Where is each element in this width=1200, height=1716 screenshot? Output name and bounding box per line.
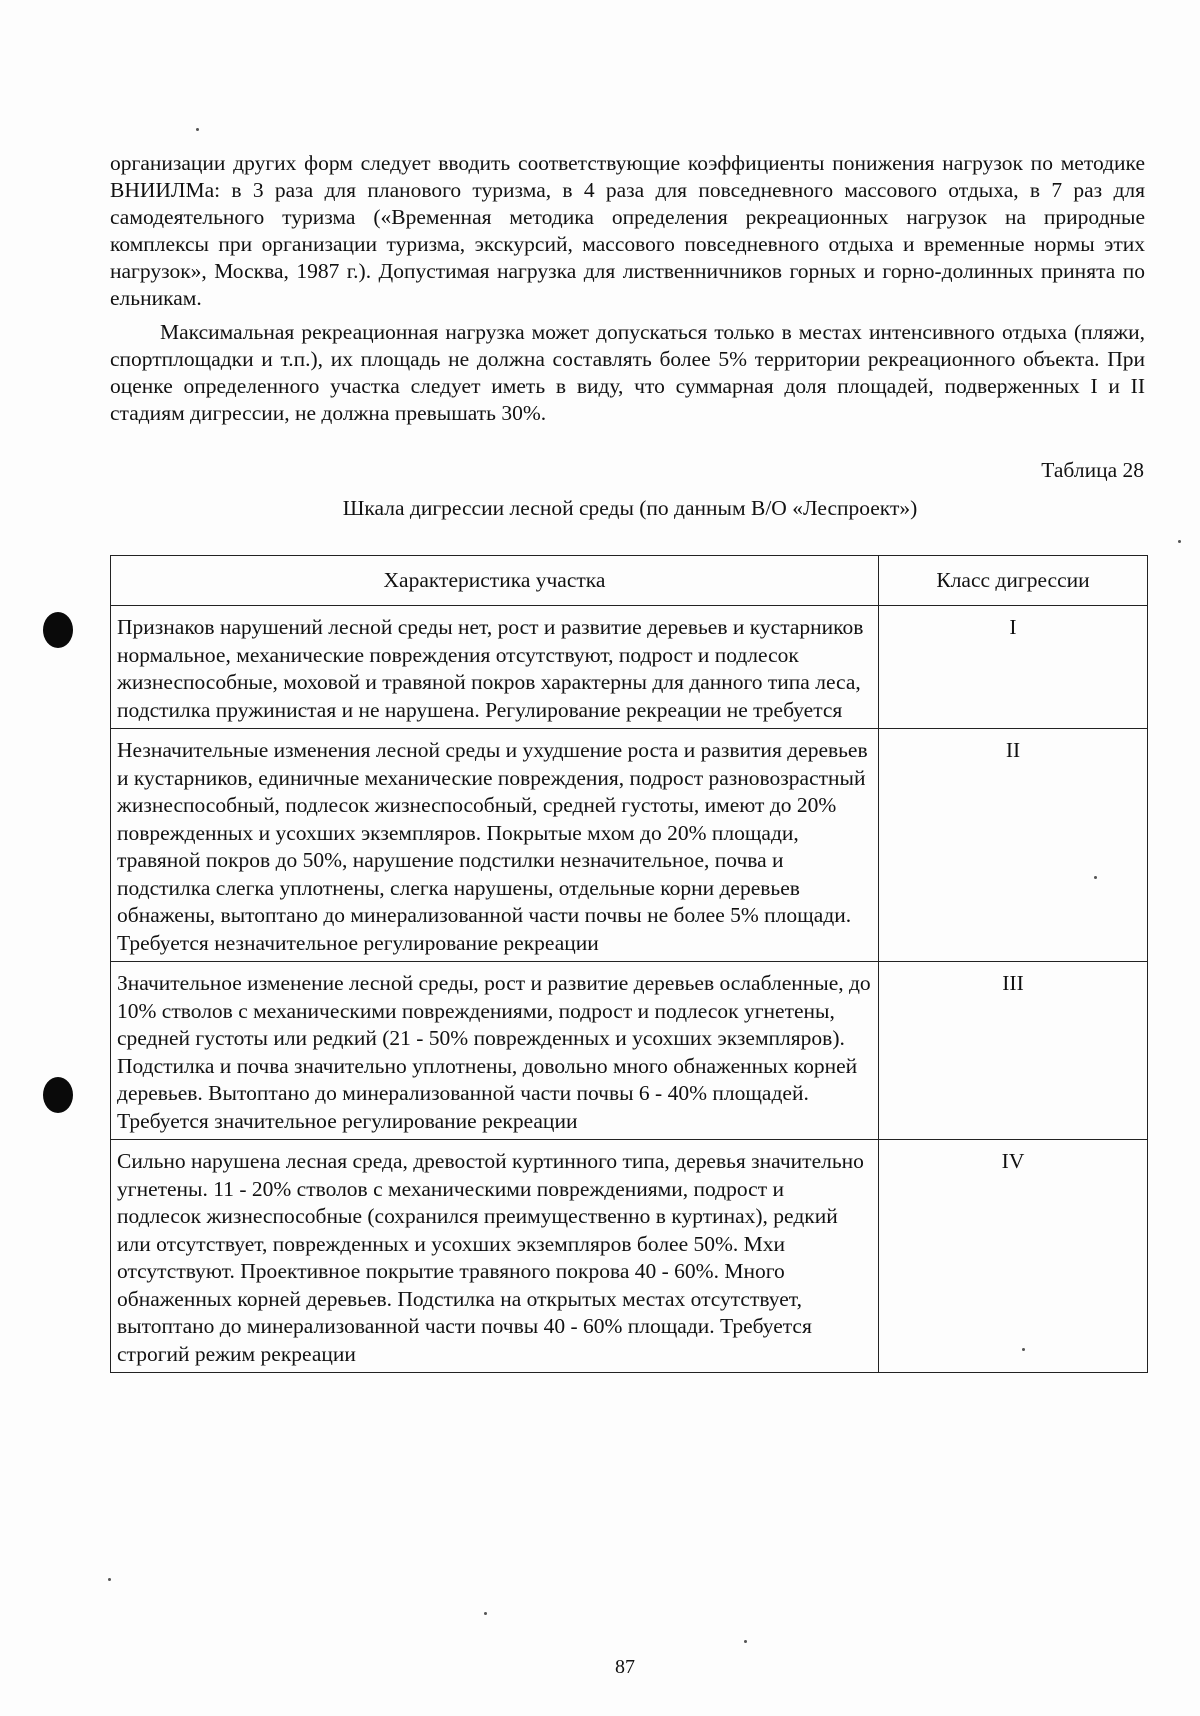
- scan-speck: [744, 1640, 747, 1643]
- scan-speck: [196, 128, 199, 131]
- binder-hole: [43, 612, 73, 648]
- scan-speck: [108, 1578, 111, 1581]
- table-title: Шкала дигрессии лесной среды (по данным В/О «Леспроект»): [342, 496, 918, 520]
- binder-hole: [43, 1077, 73, 1113]
- body-paragraph-1: организации других форм следует вводить соответствующие коэффициенты понижения нагрузок по методике ВНИИЛМа: в 3 раза для планового туризма, в 4 раза для повседневного массового отдыха, в 7 раз для самодеятельного туризма («Временная методика определения рекреационных нагрузок на природные комплексы при организации туризма, экскурсий, массового повседневного отдыха и временные нормы этих нагрузок», Москва, 1987 г.). Допустимая нагрузка для лиственничников горных и горно-долинных принята по ельникам.: [110, 151, 1145, 310]
- row-class: I: [879, 606, 1148, 729]
- row-description: Признаков нарушений лесной среды нет, рост и развитие деревьев и кустарников нормальное, механические повреждения отсутствуют, подрост и подлесок жизнеспособные, моховой и травяной покров характерны для данного типа леса, подстилка пружинистая и не нарушена. Регулирование рекреации не требуется: [111, 606, 879, 729]
- table-row: [111, 962, 1148, 1140]
- table-label: Таблица 28: [1041, 458, 1144, 482]
- page-number: 87: [615, 1656, 635, 1678]
- row-class: IV: [879, 1140, 1148, 1373]
- scan-speck: [1022, 1348, 1025, 1351]
- row-description: Сильно нарушена лесная среда, древостой куртинного типа, деревья значительно угнетены. 11 - 20% стволов с механическими повреждениями, подрост и подлесок жизнеспособные (сохранился преимущественно в куртинах), редкий или отсутствует, поврежденных и усохших экземпляров более 50%. Мхи отсутствуют. Проективное покрытие травяного покрова 40 - 60%. Много обнаженных корней деревьев. Подстилка на открытых местах отсутствует, вытоптано до минерализованной части почвы 40 - 60% площади. Требуется строгий режим рекреации: [111, 1140, 879, 1373]
- table-row: [111, 1140, 1148, 1373]
- row-description: Значительное изменение лесной среды, рост и развитие деревьев ослабленные, до 10% стволов с механическими повреждениями, подрост и подлесок угнетены, средней густоты или редкий (21 - 50% поврежденных и усохших экземпляров). Подстилка и почва значительно уплотнены, довольно много обнаженных корней деревьев. Вытоптано до минерализованной части почвы 6 - 40% площадей. Требуется значительное регулирование рекреации: [111, 962, 879, 1140]
- row-class: III: [879, 962, 1148, 1140]
- row-class: II: [879, 729, 1148, 962]
- row-description: Незначительные изменения лесной среды и ухудшение роста и развития деревьев и кустарников, единичные механические повреждения, подрост разновозрастный жизнеспособный, подлесок жизнеспособный, средней густоты, имеют до 20% поврежденных и усохших экземпляров. Покрытые мхом до 20% площади, травяной покров до 50%, нарушение подстилки незначительное, почва и подстилка слегка уплотнены, слегка нарушены, отдельные корни деревьев обнажены, вытоптано до минерализованной части почвы не более 5% площади. Требуется незначительное регулирование рекреации: [111, 729, 879, 962]
- digression-table: [110, 555, 1148, 1373]
- scan-speck: [1094, 876, 1097, 879]
- body-paragraph-2: Максимальная рекреационная нагрузка может допускаться только в местах интенсивного отдыха (пляжи, спортплощадки и т.п.), их площадь не должна составлять более 5% территории рекреационного объекта. При оценке определенного участка следует иметь в виду, что суммарная доля площадей, подверженных I и II стадиям дигрессии, не должна превышать 30%.: [110, 320, 1145, 425]
- scan-speck: [1178, 540, 1181, 543]
- table-header-row: [111, 556, 1148, 606]
- table-row: [111, 606, 1148, 729]
- scan-speck: [484, 1612, 487, 1615]
- table-row: [111, 729, 1148, 962]
- header-class: Класс дигрессии: [879, 556, 1148, 606]
- header-characteristic: Характеристика участка: [111, 556, 879, 606]
